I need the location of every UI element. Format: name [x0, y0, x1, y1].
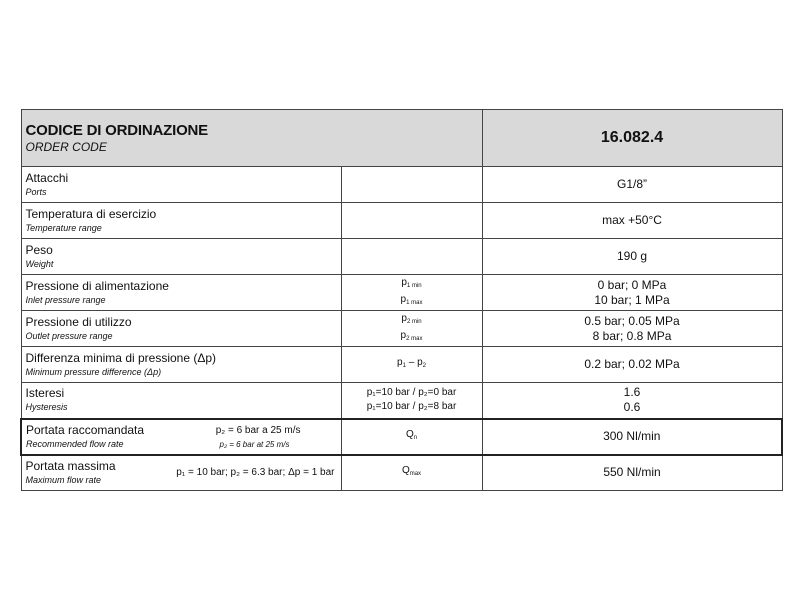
row-value-max: 8 bar; 0.8 MPa — [592, 328, 672, 343]
row-label-en: Recommended flow rate — [26, 438, 124, 449]
row-symbol-cell — [341, 419, 482, 455]
row-label-cell — [21, 275, 341, 311]
row-label-en: Minimum pressure difference (Δp) — [25, 366, 162, 377]
row-value: 300 Nl/min — [482, 419, 782, 455]
row-symbol-cell — [341, 167, 482, 203]
row-label-en: Temperature range — [25, 222, 102, 233]
symbol-qmax: $Q_{max}$ — [401, 465, 422, 478]
row-value-cell — [482, 383, 782, 419]
hysteresis-value-2: 0.6 — [623, 400, 641, 415]
flow-condition-it: p₂ = 6 bar a 25 m/s — [215, 424, 301, 436]
table-row-inlet-pressure — [21, 275, 782, 311]
row-condition-cell — [341, 383, 482, 419]
table-row-temperature — [21, 203, 782, 239]
row-label-cell — [21, 419, 341, 455]
row-label-it: Portata massima — [25, 458, 116, 473]
row-label-it: Portata raccomandata — [26, 422, 145, 437]
row-label-en: Maximum flow rate — [25, 474, 102, 485]
order-code-value: 16.082.4 — [482, 110, 782, 167]
row-label-en: Outlet pressure range — [25, 330, 113, 341]
table-row-hysteresis — [21, 383, 782, 419]
row-symbol-cell — [341, 203, 482, 239]
row-symbol-cell — [341, 455, 482, 491]
table-row-max-flow — [21, 455, 782, 491]
row-value-max: 10 bar; 1 MPa — [594, 292, 670, 307]
row-value: 190 g — [482, 239, 782, 275]
row-label-it: Temperatura di esercizio — [25, 206, 157, 221]
row-label-cell — [21, 347, 341, 383]
table-row-ports — [21, 167, 782, 203]
row-value: 0.2 bar; 0.02 MPa — [482, 347, 782, 383]
max-flow-condition: p₁ = 10 bar; p₂ = 6.3 bar; Δp = 1 bar — [176, 467, 335, 479]
row-value-cell — [482, 275, 782, 311]
row-label-wrapper — [26, 459, 341, 487]
table-row-outlet-pressure — [21, 311, 782, 347]
table-row-min-pressure-difference — [21, 347, 782, 383]
row-value: max +50°C — [482, 203, 782, 239]
flow-condition-en: p₂ = 6 bar at 25 m/s — [219, 439, 290, 449]
row-symbol-cell — [341, 347, 482, 383]
row-label-line-it — [26, 423, 341, 438]
row-label-stack — [26, 459, 116, 487]
row-value-min: 0.5 bar; 0.05 MPa — [584, 313, 680, 328]
row-label-en: Inlet pressure range — [25, 294, 106, 305]
hysteresis-value-1: 1.6 — [623, 385, 641, 400]
symbol-qn: $Q_n$ — [405, 429, 418, 441]
row-label-cell — [21, 455, 341, 491]
row-value-min: 0 bar; 0 MPa — [597, 277, 667, 292]
row-label-it: Differenza minima di pressione (Δp) — [25, 350, 217, 365]
row-label-it: Isteresi — [25, 386, 65, 401]
row-label-cell — [21, 239, 341, 275]
symbol-p2-max: $p_{2 max}$ — [400, 329, 423, 342]
row-value-cell — [482, 311, 782, 347]
row-label-it: Pressione di alimentazione — [25, 278, 169, 293]
symbol-p2-min: $p_{2 min}$ — [401, 312, 422, 325]
row-label-cell — [21, 203, 341, 239]
symbol-p1-min: $p_{1 min}$ — [401, 276, 422, 289]
row-label-cell — [21, 167, 341, 203]
row-label-it: Peso — [25, 242, 53, 257]
row-symbol-cell — [341, 239, 482, 275]
row-value: G1/8” — [482, 167, 782, 203]
hysteresis-condition-2: p₁=10 bar / p₂=8 bar — [366, 401, 457, 413]
table-row-recommended-flow — [21, 419, 782, 455]
row-label-it: Pressione di utilizzo — [25, 314, 132, 329]
row-label-en: Ports — [25, 186, 47, 197]
symbol-p1-minus-p2: $p_1 - p_2$ — [397, 357, 426, 369]
row-label-cell — [21, 383, 341, 419]
order-code-title-en: ORDER CODE — [25, 139, 107, 154]
spec-table — [20, 109, 783, 491]
header-row — [21, 110, 782, 167]
row-symbol-cell — [341, 275, 482, 311]
row-symbol-cell — [341, 311, 482, 347]
order-code-title-it: CODICE DI ORDINAZIONE — [25, 121, 208, 139]
row-label-it: Attacchi — [25, 170, 69, 185]
symbol-p1-max: $p_{1 max}$ — [400, 293, 423, 306]
order-code-label-cell — [21, 110, 482, 167]
table-row-weight — [21, 239, 782, 275]
row-label-cell — [21, 311, 341, 347]
row-label-en: Weight — [25, 258, 54, 269]
hysteresis-condition-1: p₁=10 bar / p₂=0 bar — [366, 387, 457, 399]
row-label-line-en — [26, 438, 341, 451]
row-label-en: Hysteresis — [25, 402, 68, 413]
row-value: 550 Nl/min — [482, 455, 782, 491]
